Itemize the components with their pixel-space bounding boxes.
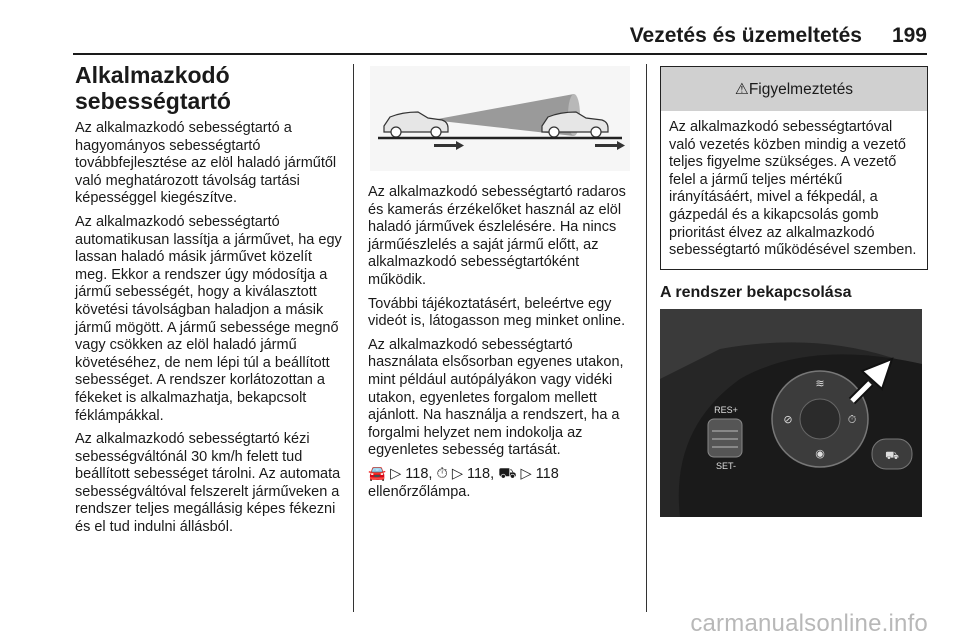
radar-figure-svg xyxy=(370,66,630,171)
cross-reference xyxy=(368,466,636,501)
header-rule xyxy=(73,53,927,55)
radar-illustration xyxy=(370,66,630,171)
warning-box xyxy=(660,66,928,270)
following-distance-lamp-icon: ⛟ xyxy=(498,465,517,482)
page-number: 199 xyxy=(891,24,927,47)
page-ref-3: 118 xyxy=(535,465,559,482)
column-divider-right xyxy=(646,64,647,612)
column-divider-left xyxy=(353,64,354,612)
paragraph: Az alkalmazkodó sebességtartó kézi sebességváltónál 30 km/h felett tud beállított sebességet tárolni. Az automata sebességváltóval felszerelt járműveken a rendszer teljes megállásig képes fékezni és el tud indulni állásból. xyxy=(75,431,341,536)
warning-text: Az alkalmazkodó sebességtartóval való vezetés közben mindig a vezető teljes figyelme szükséges. A vezető felel a jármű teljes mértékű irányításáért, mivel a fékpedál, a gázpedál és a kikapcsolás gomb prioritást élvez az alkalmazkodó sebességtartó működésével szemben. xyxy=(669,119,917,259)
section-heading: Alkalmazkodó sebességtartó xyxy=(75,62,231,114)
warning-header xyxy=(661,67,927,111)
paragraph: Az alkalmazkodó sebességtartó használata elsősorban egyenes utakon, mint például autópályákon vagy vidéki utakon, egyenletes forgalom mellett ajánlott. Na használja a rendszert, ha a forgalmi helyzet nem indokolja az egyenletes sebesség tartását. xyxy=(368,336,624,459)
paragraph: További tájékoztatásért, beleértve egy videót is, látogasson meg minket online. xyxy=(368,295,626,330)
warning-title: Figyelmeztetés xyxy=(748,81,854,98)
column-1 xyxy=(75,62,343,543)
steering-controls-svg xyxy=(660,309,922,517)
cruise-control-pad xyxy=(772,371,868,467)
subheading: A rendszer bekapcsolása xyxy=(660,283,852,301)
page-ref-arrow-icon: ▷ xyxy=(451,465,463,482)
lane-icon: ⛟ xyxy=(885,449,899,463)
own-car-icon xyxy=(384,112,448,137)
res-label: RES+ xyxy=(714,405,738,416)
speed-limiter-icon: ◉ xyxy=(815,447,825,461)
cross-reference-suffix: ellenőrzőlámpa. xyxy=(368,483,471,500)
cruise-on-icon: ⏱ xyxy=(847,413,857,427)
direction-arrow-icon xyxy=(434,141,464,150)
page-ref-2: 118, xyxy=(467,465,495,482)
column-3 xyxy=(660,62,928,517)
car-lamp-icon: 🚘 xyxy=(368,465,387,482)
column-2 xyxy=(368,184,636,507)
cruise-control-lamp-icon: ⏱ xyxy=(436,465,448,482)
paragraph: Az alkalmazkodó sebességtartó a hagyományos sebességtartó továbbfejlesztése az elöl haladó járműtől való meghatározott távolság tartási képességgel kiegészítve. xyxy=(75,120,337,207)
distance-icon: ≋ xyxy=(815,377,825,391)
direction-arrow-icon xyxy=(595,141,625,150)
page-ref-arrow-icon: ▷ xyxy=(520,465,532,482)
running-header-title: Vezetés és üzemeltetés xyxy=(629,24,862,47)
watermark: carmanualsonline.info xyxy=(690,610,928,637)
cruise-off-icon: ⊘ xyxy=(783,413,793,427)
lane-button xyxy=(872,439,912,469)
paragraph: Az alkalmazkodó sebességtartó automatikusan lassítja a járművet, ha egy lassan haladó másik járművet közelít meg. Ekkor a rendszer úgy módosítja a jármű sebességét, hogy a kiválasztott követési távolságban haladjon a másik jármű mögött. A jármű sebessége megnő vagy csökken az elöl haladó jármű követéséhez, de nem lépi túl a beállított sebességet. A rendszer korlátozottan a fékeket is alkalmazhatja, bekapcsolt féklámpákkal. xyxy=(75,213,342,424)
warning-triangle-icon: ⚠ xyxy=(734,80,749,98)
paragraph: Az alkalmazkodó sebességtartó radaros és kamerás érzékelőket használ az elöl haladó járművek észlelésére. Ha nincs járműészlelés a saját jármű előtt, az alkalmazkodó sebességtartóként működik. xyxy=(368,184,626,288)
steering-wheel-controls-photo xyxy=(660,309,922,517)
set-label: SET- xyxy=(715,461,737,472)
page-ref-arrow-icon: ▷ xyxy=(390,465,402,482)
page-ref-1: 118, xyxy=(405,465,433,482)
